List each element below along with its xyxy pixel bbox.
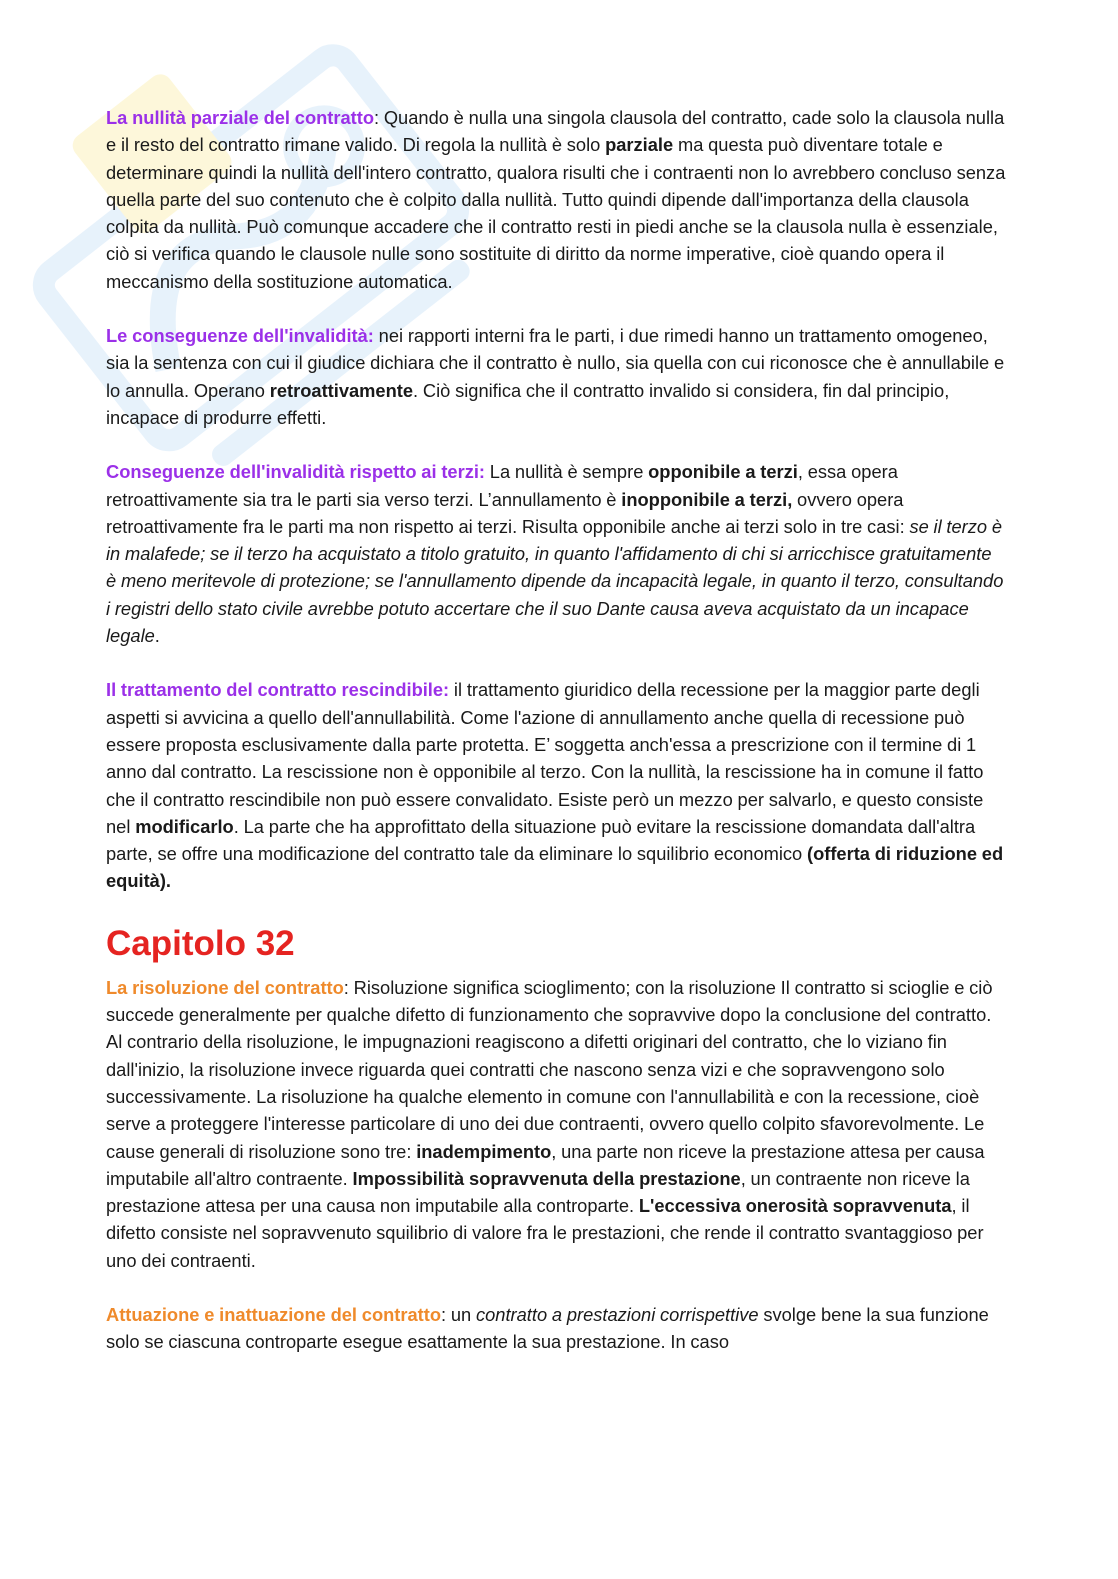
paragraph-risoluzione [106,974,1006,1274]
body-text: La nullità è sempre [485,461,649,483]
body-text: ma questa può diventare totale e determinare quindi la nullità dell'intero contratto, qualora risulti che i contraenti non lo avrebbero concluso senza quella parte del suo contenuto che è colpito dalla nullità. Tutto quindi dipende dall'importanza della clausola colpita da nullità. Può comunque accadere che il contratto resti in piedi anche se la clausola nulla è essenziale, ciò si verifica quando le clausole nulle sono sostituite di diritto da norme imperative, cioè quando opera il meccanismo della sostituzione automatica. [106,134,1006,292]
body-text: . La parte che ha approfittato della situazione può evitare la rescissione domandata dall'altra parte, se offre una modificazione del contratto tale da eliminare lo squilibrio economico [106,815,976,865]
bold-term: (offerta di riduzione ed equità). [106,843,1004,892]
body-text: , il difetto consiste nel sopravvenuto squilibrio di valore fra le prestazioni, che rende il contratto svantaggioso per uno dei contraenti. [106,1195,984,1271]
body-text: , essa opera retroattivamente sia tra le parti sia verso terzi. L’annullamento è [106,461,898,510]
document-body [106,104,1006,1383]
bold-term: parziale [605,134,674,156]
bold-term: modificarlo [135,815,234,837]
section-heading: La nullità parziale del contratto [106,107,374,128]
bold-term: inadempimento [416,1140,552,1162]
chapter-title: Capitolo 32 [106,923,295,963]
section-heading: Conseguenze dell'invalidità rispetto ai terzi: [106,461,486,483]
body-text: ovvero opera retroattivamente fra le parti ma non rispetto ai terzi. Risulta opponibile anche ai terzi solo in tre casi: [106,488,910,537]
section-heading: Attuazione e inattuazione del contratto [106,1303,441,1325]
paragraph-nullita-parziale [106,104,1006,295]
body-text: : un [441,1303,476,1325]
bold-term: inopponibile a terzi, [621,488,793,510]
bold-term: Impossibilità sopravvenuta della prestazione [352,1167,741,1189]
body-text: , una parte non riceve la prestazione attesa per causa imputabile all'altro contraente. [106,1140,985,1189]
bold-term: retroattivamente [269,379,414,401]
section-heading: La risoluzione del contratto [106,976,344,998]
section-heading: Le conseguenze dell'invalidità: [106,325,374,347]
italic-text: contratto a prestazioni corrispettive [475,1303,759,1325]
italic-text: se il terzo è in malafede; se il terzo ha acquistato a titolo gratuito, in quanto l'affidamento di chi si arricchisce gratuitamente è meno meritevole di protezione; se l'annullamento dipende da incapacità legale, in quanto il terzo, consultando i registri dello stato civile avrebbe potuto accertare che il suo Dante causa aveva acquistato da un incapace legale [106,515,1004,647]
body-text: , un contraente non riceve la prestazione attesa per una causa non imputabile alla controparte. [106,1167,970,1217]
paragraph-attuazione [106,1301,1006,1356]
body-text: nei rapporti interni fra le parti, i due rimedi hanno un trattamento omogeneo, sia la sentenza con cui il giudice dichiara che il contratto è nullo, sia quella con cui riconosce che è annullabile e lo annulla. Operano [106,325,1005,401]
body-text: il trattamento giuridico della recessione per la maggior parte degli aspetti si avvicina a quello dell'annullabilità. Come l'azione di annullamento anche quella di recessione può essere proposta esclusivamente dalla parte protetta. E’ soggetta anch'essa a prescrizione con il termine di 1 anno dal contratto. La rescissione non è opponibile al terzo. Con la nullità, la rescissione ha in comune il fatto che il contratto rescindibile non può essere convalidato. Esiste però un mezzo per salvarlo, e questo consiste nel [106,679,984,837]
bold-term: L'eccessiva onerosità sopravvenuta [638,1195,952,1217]
paragraph-rescindibile [106,676,1006,894]
body-text: svolge bene la sua funzione solo se ciascuna controparte esegue esattamente la sua prestazione. In caso [106,1303,989,1353]
body-text: : Risoluzione significa scioglimento; con la risoluzione Il contratto si scioglie e ciò succede generalmente per qualche difetto di funzionamento che sopravvive dopo la conclusione del contratto. Al contrario della risoluzione, le impugnazioni reagiscono a difetti originari del contratto, che lo viziano fin dall'inizio, la risoluzione invece riguarda quei contratti che nascono senza vizi e che sopravvengono solo successivamente. La risoluzione ha qualche elemento in comune con l'annullabilità e con la recessione, cioè serve a proteggere l'interesse particolare di uno dei due contraenti, ovvero quello colpito sfavorevolmente. Le cause generali di risoluzione sono tre: [106,976,993,1162]
section-heading: Il trattamento del contratto rescindibile: [106,679,450,701]
body-text: . Ciò significa che il contratto invalido si considera, fin dal principio, incapace di produrre effetti. [106,379,950,428]
paragraph-conseguenze [106,322,1006,431]
body-text: . [154,625,160,647]
paragraph-terzi [106,458,1006,649]
body-text: : Quando è nulla una singola clausola del contratto, cade solo la clausola nulla e il resto del contratto rimane valido. Di regola la nullità è solo [106,107,1005,156]
bold-term: opponibile a terzi [648,461,798,483]
